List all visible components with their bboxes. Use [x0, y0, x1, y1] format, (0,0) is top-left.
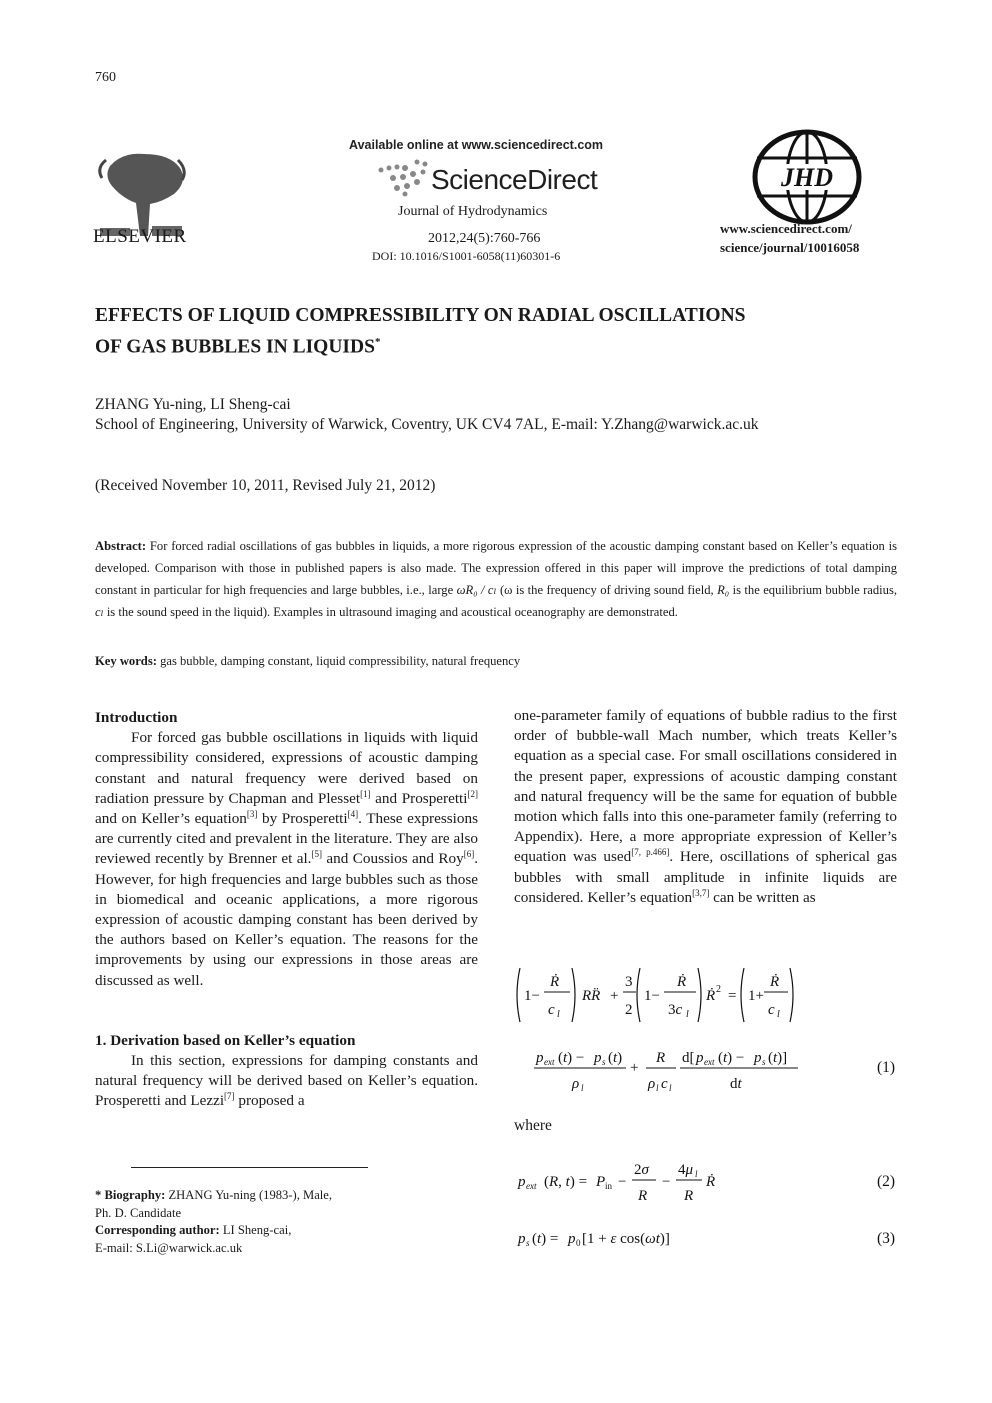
svg-text:ext: ext: [526, 1181, 537, 1191]
svg-text:P: P: [596, 1174, 606, 1190]
ref-2: [2]: [467, 788, 478, 799]
svg-text:l: l: [669, 1083, 672, 1093]
svg-text:RR̈: RR̈: [582, 988, 601, 1004]
journal-url-line2: science/journal/10016058: [720, 240, 860, 255]
keywords: [95, 654, 897, 669]
jhd-globe-logo: [749, 128, 865, 226]
right-text-a: one-parameter family of equations of bubble radius to the first order of bubble-wall Mach number, which treats Keller’s equation as a special case. For small oscillations considered in the present paper, expressions of acoustic damping constant and natural frequency will be the same for equation of bubble motion which falls into this one-parameter family (referring to Appendix). Here, a more appropriate expression of Keller’s equation was used: [514, 707, 897, 866]
svg-text:d[: d[: [682, 1050, 695, 1066]
abstract-text-3: is the equilibrium bubble radius,: [732, 583, 897, 597]
equation-3: [512, 1224, 898, 1254]
title-footnote-mark: *: [374, 336, 381, 348]
title-line2: OF GAS BUBBLES IN LIQUIDS: [95, 336, 375, 358]
where-text: where: [514, 1117, 552, 1134]
abstract: [95, 535, 897, 623]
intro-paragraph: [95, 728, 478, 991]
svg-text:Ṙ: Ṙ: [550, 974, 560, 990]
svg-text:c: c: [548, 1002, 555, 1018]
svg-text:(t) −: (t) −: [718, 1050, 745, 1066]
affiliation: School of Engineering, University of Warwick, Coventry, UK CV4 7AL, E-mail: Y.Zhang@warwick.ac.uk: [95, 416, 759, 433]
bio-label: * Biography:: [95, 1188, 166, 1202]
left-column: [95, 708, 478, 1112]
corresponding-label: Corresponding author:: [95, 1223, 220, 1237]
ref-6: [6]: [463, 849, 475, 860]
title-line1: EFFECTS OF LIQUID COMPRESSIBILITY ON RADIAL OSCILLATIONS: [95, 305, 746, 326]
journal-name: Journal of Hydrodynamics: [398, 204, 548, 219]
section1-text-b: proposed a: [234, 1092, 305, 1110]
svg-text:(R, t) =: (R, t) =: [544, 1174, 588, 1190]
svg-text:(t) −: (t) −: [558, 1050, 585, 1066]
abstract-symbol-2: R₀: [717, 583, 730, 597]
svg-text:in: in: [605, 1181, 613, 1191]
ref-8: [7, p.466]: [631, 847, 670, 858]
svg-text:−: −: [618, 1174, 627, 1190]
svg-text:p: p: [696, 1050, 704, 1066]
svg-text:p: p: [518, 1231, 526, 1247]
svg-text:2: 2: [716, 984, 721, 995]
svg-text:c: c: [768, 1002, 775, 1018]
svg-text:2: 2: [625, 1002, 633, 1018]
svg-text:l: l: [557, 1009, 560, 1020]
svg-text:1−: 1−: [644, 988, 660, 1004]
svg-text:Ṙ: Ṙ: [770, 974, 780, 990]
svg-text:ρ: ρ: [648, 1076, 656, 1092]
svg-text:s: s: [526, 1238, 530, 1248]
svg-text:Ṙ: Ṙ: [706, 1174, 716, 1190]
intro-text-g: . However, for high frequencies and large bubbles such as those in biomedical and oceanic applications, a more rigorous expression of acoustic damping constant has been derived by the authors based on Keller’s equation. The reasons for the improvements by using our expressions in those areas are discussed as well.: [95, 850, 478, 989]
svg-text:3: 3: [625, 974, 633, 990]
svg-text:−: −: [662, 1174, 671, 1190]
intro-text-c: and on Keller’s equation: [95, 810, 247, 828]
svg-text:s: s: [602, 1057, 606, 1067]
abstract-symbol-3: cₗ: [95, 605, 104, 619]
ref-9: [3,7]: [692, 887, 710, 898]
svg-text:3c: 3c: [668, 1002, 683, 1018]
svg-text:p: p: [536, 1050, 544, 1066]
svg-text:(t): (t): [608, 1050, 623, 1066]
eq1-number: (1): [877, 1059, 896, 1076]
intro-text-b: and Prosperetti: [370, 789, 468, 807]
svg-text:p: p: [754, 1050, 762, 1066]
svg-text:ext: ext: [704, 1057, 715, 1067]
ref-1: [1]: [360, 788, 371, 799]
abstract-text-2: (ω is the frequency of driving sound field,: [499, 583, 714, 597]
svg-text:(t) =: (t) =: [532, 1231, 559, 1247]
journal-url-line1: www.sciencedirect.com/: [720, 221, 852, 236]
svg-text:1+: 1+: [748, 988, 764, 1004]
svg-text:0: 0: [576, 1238, 581, 1248]
right-column: [514, 706, 897, 908]
svg-text:p: p: [518, 1174, 526, 1190]
svg-text:R: R: [656, 1050, 666, 1066]
sciencedirect-dots-icon: [373, 158, 433, 198]
svg-text:l: l: [777, 1009, 780, 1020]
received-dates: (Received November 10, 2011, Revised July 21, 2012): [95, 477, 436, 494]
eq2-number: (2): [877, 1173, 896, 1190]
svg-text:ρ: ρ: [572, 1076, 580, 1092]
publisher-name: ELSEVIER: [93, 226, 187, 247]
svg-text:s: s: [762, 1057, 766, 1067]
page-number: 760: [95, 70, 116, 85]
intro-text-e: . These expressions are currently cited and prevalent in the literature. They are also reviewed recently by Brenner et al.: [95, 810, 478, 868]
abstract-label: Abstract:: [95, 539, 147, 553]
section1-paragraph: [95, 1051, 478, 1112]
intro-heading: Introduction: [95, 709, 178, 726]
svg-text:1−: 1−: [524, 988, 540, 1004]
svg-text:l: l: [656, 1083, 659, 1093]
abstract-text-4: is the sound speed in the liquid). Examples in ultrasound imaging and acoustical oceanography are demonstrated.: [106, 605, 678, 619]
svg-text:p: p: [568, 1231, 576, 1247]
svg-text:Ṙ: Ṙ: [677, 974, 687, 990]
available-online-text: Available online at www.sciencedirect.com: [349, 138, 604, 152]
keywords-text: gas bubble, damping constant, liquid compressibility, natural frequency: [160, 654, 521, 668]
footnote-divider: [131, 1167, 368, 1168]
svg-text:+: +: [630, 1060, 639, 1076]
svg-text:Ṙ: Ṙ: [706, 988, 716, 1004]
intro-text-d: by Prosperetti: [257, 810, 348, 828]
svg-text:ext: ext: [544, 1057, 555, 1067]
svg-text:p: p: [594, 1050, 602, 1066]
corresponding-text: LI Sheng-cai,: [219, 1223, 292, 1237]
svg-text:R: R: [638, 1188, 648, 1204]
ref-3: [3]: [246, 808, 258, 819]
bio-text: ZHANG Yu-ning (1983-), Male,: [165, 1188, 333, 1202]
intro-text-f: and Coussios and Roy: [321, 850, 464, 868]
svg-text:(t)]: (t)]: [768, 1050, 788, 1066]
ref-5: [5]: [311, 849, 322, 860]
svg-text:[1 + ε cos(ωt)]: [1 + ε cos(ωt)]: [582, 1231, 670, 1247]
svg-text:l: l: [695, 1169, 698, 1179]
section1-text-a: In this section, expressions for damping constants and natural frequency will be derived based on Keller’s equation. Prosperetti and Lezzi: [95, 1052, 478, 1110]
svg-text:2σ: 2σ: [634, 1162, 649, 1178]
doi: DOI: 10.1016/S1001-6058(11)60301-6: [372, 249, 561, 263]
svg-text:=: =: [728, 988, 737, 1004]
corresponding-email: E-mail: S.Li@warwick.ac.uk: [95, 1240, 243, 1255]
svg-text:+: +: [610, 988, 619, 1004]
intro-text-a: For forced gas bubble oscillations in liquids with liquid compressibility considered, expressions of acoustic damping constant and natural frequency were derived based on radiation pressure by Chapman and Plesset: [95, 729, 478, 807]
equation-1: [512, 962, 898, 1102]
bio-text-2: Ph. D. Candidate: [95, 1205, 182, 1220]
paper-title: [95, 303, 897, 361]
keywords-label: Key words:: [95, 654, 157, 668]
volume-info: 2012,24(5):760-766: [428, 231, 541, 246]
ref-7: [7]: [224, 1091, 235, 1102]
svg-text:l: l: [686, 1009, 689, 1020]
eq3-number: (3): [877, 1230, 896, 1247]
jhd-logo-text: JHD: [781, 163, 833, 192]
svg-text:l: l: [581, 1083, 584, 1093]
authors: ZHANG Yu-ning, LI Sheng-cai: [95, 396, 291, 413]
abstract-text-1: For forced radial oscillations of gas bubbles in liquids, a more rigorous expression of the acoustic damping constant based on Keller’s equation is developed. Comparison with those in published papers is also made. The expression offered in this paper will improve the predictions of total damping constant in particular for high frequencies and large bubbles, i.e., large: [95, 539, 897, 597]
svg-text:c: c: [661, 1076, 668, 1092]
svg-text:R: R: [684, 1188, 694, 1204]
svg-text:dt: dt: [730, 1076, 742, 1092]
svg-text:4μ: 4μ: [678, 1162, 694, 1178]
section1-heading: 1. Derivation based on Keller’s equation: [95, 1031, 356, 1049]
ref-4: [4]: [347, 808, 359, 819]
right-text-b: . Here, oscillations of spherical gas bubbles with small amplitude in infinite liquids are considered. Keller’s equation: [514, 848, 897, 906]
equation-2: [512, 1156, 898, 1208]
abstract-symbol-1: ωR₀ / cₗ: [456, 583, 497, 597]
right-text-c: can be written as: [709, 888, 816, 906]
sciencedirect-brand: ScienceDirect: [431, 164, 598, 195]
footnote: [95, 1187, 395, 1257]
